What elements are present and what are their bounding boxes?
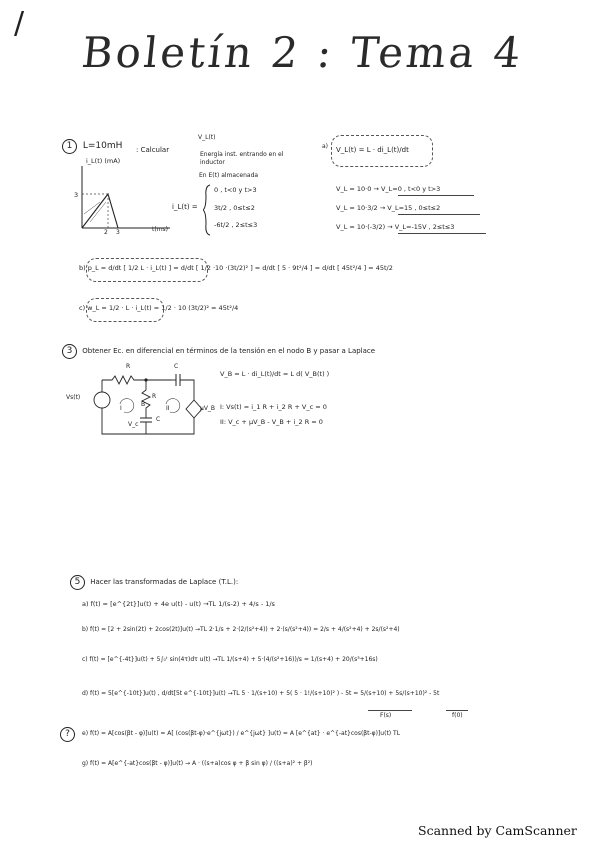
q1-graph-ylabel: i_L(t) (mA) (86, 157, 121, 165)
q5-statement: Hacer las transformadas de Laplace (T.L.): (90, 578, 239, 586)
q1-answer-b: b) p_L = d/dt [ 1/2 L · i_L(t) ] = d/dt [ 1/2 ·10 ·(3t/2)² ] = d/dt [ 5 · 9t²/4 ] = d/dt [ 45t²/4 ] = 45t/2 (79, 264, 393, 272)
q1-calc-label: : Calcular (136, 146, 170, 154)
underline-v2 (398, 214, 480, 215)
q1-piece-3: -6t/2 , 2≤t≤3 (214, 221, 258, 229)
q1-answer-a: V_L(t) = L · di_L(t)/dt (336, 146, 409, 154)
q1-task-2: Energía inst. entrando en el inductor (200, 151, 284, 166)
q5-question-mark: ? (60, 727, 75, 742)
node-b (144, 378, 147, 381)
q3-label-r-mid: R (152, 393, 157, 400)
q5-item-c: c) f(t) = [e^{-4t}]u(t) + 5∫₀ᵗ sin(4τ)dτ u(t) →TL 1/(s+4) + 5·(4/(s²+16))/s = 1/(s+4) + 20/(s³+16s) (82, 656, 378, 663)
underline-v3 (398, 233, 486, 234)
q3-label-vs: Vs(t) (66, 394, 81, 401)
loop-arrow-1 (120, 399, 134, 413)
q1-voltage-2: V_L = 10·3/2 → V_L=15 , 0≤t≤2 (336, 204, 441, 212)
q5-item-b: b) f(t) = [2 + 2sin(2t) + 2cos(2t)]u(t) →TL 2·1/s + 2·(2/(s²+4)) + 2·(s/(s²+4)) = 2/s + 4/(s²+4) + 2s/(s²+4) (82, 626, 400, 633)
q3-statement: Obtener Ec. en diferencial en términos de la tensión en el nodo B y pasar a Laplace (82, 347, 376, 355)
q5-item-f: g) f(t) = A[e^{-at}cos(βt - φ)]u(t) → A · ((s+a)cos φ + β sin φ) / ((s+a)² + β²) (82, 760, 313, 767)
q1-answer-a-tag: a) (322, 143, 329, 150)
underline-f0 (446, 710, 468, 711)
triangle-waveform (82, 194, 118, 228)
q3-label-loop-1: I (120, 405, 122, 412)
q3-circuit-diagram (62, 360, 212, 450)
corner-mark: / (14, 6, 25, 41)
q3-number: 3 (62, 344, 77, 359)
q5-item-e: e) f(t) = A[cos(βt - φ)]u(t) = A[ (cos(βt-φ)·e^{jωt}) / e^{jωt} ]u(t) = A [e^{at} · e^{-at}cos(βt-φ)]u(t) TL (82, 730, 401, 737)
q1-graph-xlabel: t(ms) (152, 226, 169, 233)
q1-given: L=10mH (82, 141, 123, 151)
q1-piece-2: 3t/2 , 0≤t≤2 (214, 204, 255, 212)
q3-label-loop-2: II (166, 405, 170, 412)
q3-equation-2: I: Vs(t) = i_1 R + i_2 R + V_c = 0 (220, 403, 327, 411)
q1-graph-xtick-3: 3 (116, 229, 120, 236)
q5-note-fs: F(s) (380, 712, 392, 719)
q1-graph-ytick: 3 (74, 191, 79, 199)
scanner-watermark: Scanned by CamScanner (418, 823, 577, 838)
resistor-top (102, 376, 172, 384)
voltage-source (94, 392, 110, 408)
q5-item-a: a) f(t) = [e^{2t}]u(t) + 4e u(t) - u(t) →TL 1/(s-2) + 4/s - 1/s (82, 600, 275, 608)
q3-equation-3: II: V_c + μV_B - V_B + i_2 R = 0 (220, 418, 323, 426)
q1-graph-xtick-2: 2 (104, 229, 108, 236)
q5-number: 5 (70, 575, 85, 590)
q1-task-3: En E(t) almacenada (199, 172, 259, 179)
q3-label-dependent: μV_B (200, 405, 216, 412)
page-title: Boletín 2 : Tema 4 (79, 28, 526, 77)
q1-task-1: V_L(t) (198, 134, 216, 141)
q3-label-c-top: C (174, 363, 179, 370)
q5-item-d: d) f(t) = 5[e^{-10t}]u(t) , d/dt[5t e^{-10t}]u(t) →TL 5 · 1/(s+10) + 5( 5 · 1!/(s+10)² ) - 5t = 5/(s+10) + 5s/(s+10)² - 5t (82, 690, 440, 697)
q3-label-vc: V_c (128, 421, 139, 428)
resistor-middle (142, 380, 150, 418)
q3-equation-1: V_B = L · di_L(t)/dt = L d( V_B(t) ) (220, 370, 330, 378)
underline-fs (368, 710, 412, 711)
hatch-2 (90, 202, 106, 222)
q3-label-node-b: B (141, 401, 146, 408)
q5-question-mark-wrap (60, 727, 78, 742)
q1-voltage-3: V_L = 10·(-3/2) → V_L=-15V , 2≤t≤3 (336, 223, 455, 231)
q5-header (70, 575, 238, 590)
q1-voltage-1: V_L = 10·0 → V_L=0 , t<0 y t>3 (336, 185, 441, 193)
q1-answer-c: c) w_L = 1/2 · L · i_L(t) = 1/2 · 10 (3t/2)² = 45t²/4 (79, 304, 239, 312)
q5-note-f0: f(0) (452, 712, 463, 719)
q3-header (62, 344, 375, 359)
underline-v1 (398, 195, 474, 196)
q3-label-c-bottom: C (156, 416, 161, 423)
brace-icon (203, 184, 211, 236)
q1-piecewise-lhs: i_L(t) = (172, 203, 198, 211)
q1-header (62, 139, 122, 154)
q3-label-r-top: R (126, 363, 131, 370)
q1-number: 1 (62, 139, 77, 154)
q1-piece-1: 0 , t<0 y t>3 (214, 186, 257, 194)
